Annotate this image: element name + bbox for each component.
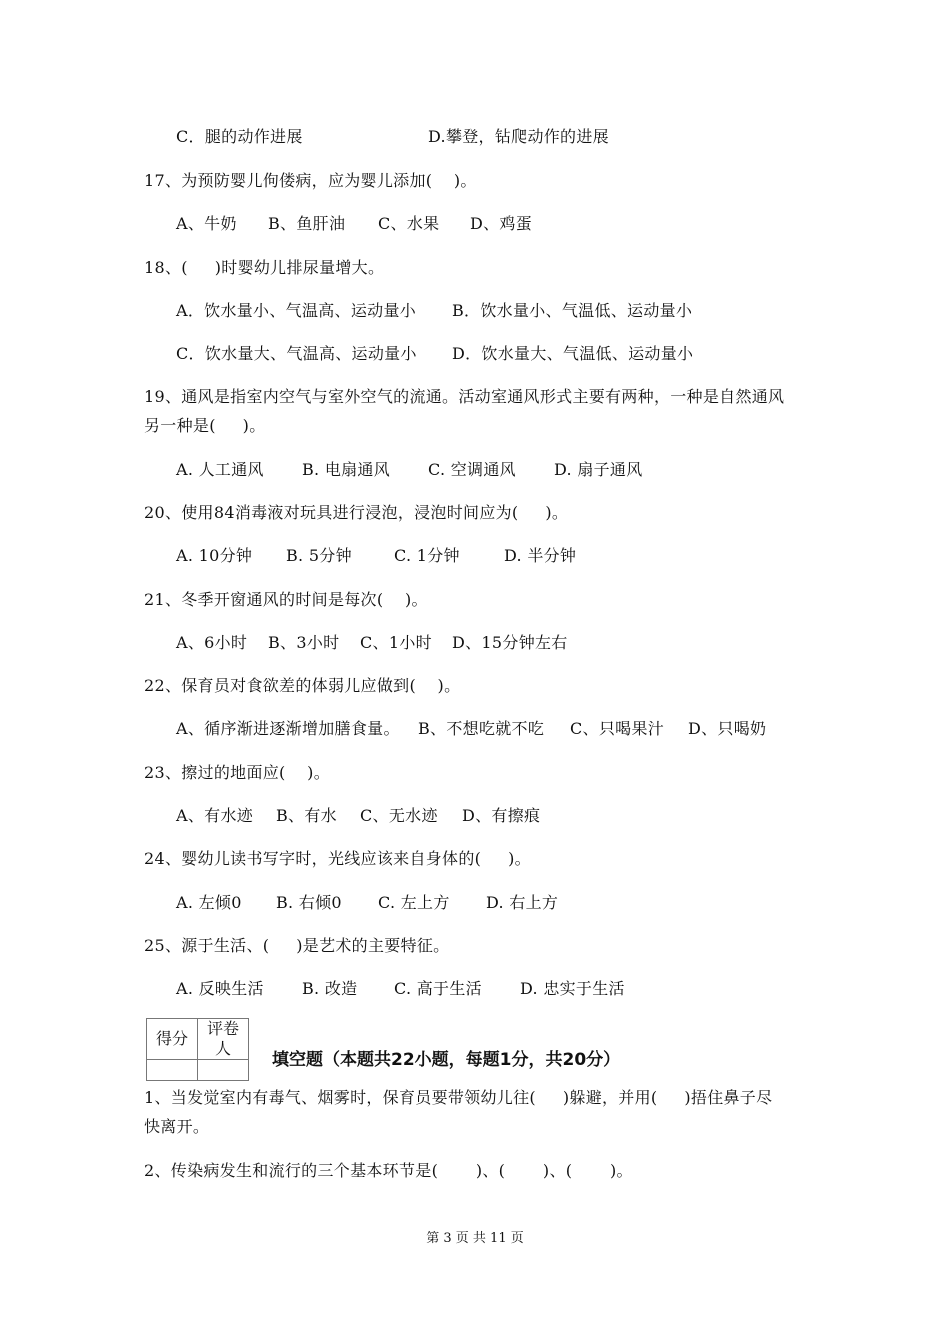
option-d: D.攀登，钻爬动作的进展 — [428, 127, 609, 146]
q21-option-a: A、6小时 — [176, 633, 248, 652]
q23-option-d: D、有擦痕 — [462, 806, 541, 825]
q22-option-a: A、循序渐进逐渐增加膳食量。 — [176, 719, 400, 738]
q18-option-a: A．饮水量小、气温高、运动量小 — [176, 301, 417, 320]
q20-option-a: A. 10分钟 — [176, 546, 253, 565]
fill-question-2: 2、传染病发生和流行的三个基本环节是( )、( )、( )。 — [144, 1161, 633, 1180]
question-23: 23、擦过的地面应( )。 — [144, 763, 330, 782]
section-title: 填空题（本题共22小题，每题1分，共20分） — [272, 1050, 621, 1070]
q17-option-d: D、鸡蛋 — [470, 214, 533, 233]
q17-option-a: A、牛奶 — [176, 214, 237, 233]
q24-option-a: A. 左倾0 — [176, 893, 242, 912]
q18-option-b: B．饮水量小、气温低、运动量小 — [452, 301, 693, 320]
score-header: 得分 — [147, 1019, 198, 1060]
option-c: C．腿的动作进展 — [176, 127, 303, 146]
q24-option-d: D. 右上方 — [486, 893, 559, 912]
q24-option-c: C. 左上方 — [378, 893, 450, 912]
q25-option-d: D. 忠实于生活 — [520, 979, 625, 998]
question-19-line2: 另一种是( )。 — [144, 416, 266, 435]
q17-option-c: C、水果 — [378, 214, 440, 233]
q22-option-c: C、只喝果汁 — [570, 719, 665, 738]
question-22: 22、保育员对食欲差的体弱儿应做到( )。 — [144, 676, 461, 695]
fill-question-1-line1: 1、当发觉室内有毒气、烟雾时，保育员要带领幼儿往( )躲避，并用( )捂住鼻子尽 — [144, 1088, 773, 1107]
question-19-line1: 19、通风是指室内空气与室外空气的流通。活动室通风形式主要有两种，一种是自然通风 — [144, 387, 785, 406]
q25-option-b: B. 改造 — [302, 979, 358, 998]
question-24: 24、婴幼儿读书写字时，光线应该来自身体的( )。 — [144, 849, 531, 868]
q17-option-b: B、鱼肝油 — [268, 214, 346, 233]
q18-option-d: D．饮水量大、气温低、运动量小 — [452, 344, 694, 363]
q25-option-c: C. 高于生活 — [394, 979, 482, 998]
q19-option-a: A. 人工通风 — [176, 460, 264, 479]
q21-option-d: D、15分钟左右 — [452, 633, 568, 652]
q24-option-b: B. 右倾0 — [276, 893, 342, 912]
q18-option-c: C．饮水量大、气温高、运动量小 — [176, 344, 417, 363]
q19-option-d: D. 扇子通风 — [554, 460, 643, 479]
q20-option-b: B. 5分钟 — [286, 546, 352, 565]
q20-option-d: D. 半分钟 — [504, 546, 577, 565]
question-20: 20、使用84消毒液对玩具进行浸泡，浸泡时间应为( )。 — [144, 503, 569, 522]
grader-cell — [198, 1060, 249, 1081]
score-box — [146, 1018, 249, 1081]
grader-header: 评卷人 — [198, 1019, 249, 1060]
page-footer: 第 3 页 共 11 页 — [426, 1231, 524, 1246]
q22-option-d: D、只喝奶 — [688, 719, 767, 738]
q23-option-c: C、无水迹 — [360, 806, 438, 825]
question-25: 25、源于生活、( )是艺术的主要特征。 — [144, 936, 450, 955]
q23-option-b: B、有水 — [276, 806, 337, 825]
q21-option-b: B、3小时 — [268, 633, 340, 652]
q21-option-c: C、1小时 — [360, 633, 432, 652]
q19-option-b: B. 电扇通风 — [302, 460, 391, 479]
fill-question-1-line2: 快离开。 — [144, 1117, 210, 1136]
question-17: 17、为预防婴儿佝偻病，应为婴儿添加( )。 — [144, 171, 477, 190]
q25-option-a: A. 反映生活 — [176, 979, 264, 998]
q23-option-a: A、有水迹 — [176, 806, 254, 825]
score-cell — [147, 1060, 198, 1081]
q19-option-c: C. 空调通风 — [428, 460, 516, 479]
q22-option-b: B、不想吃就不吃 — [418, 719, 545, 738]
question-18: 18、( )时婴幼儿排尿量增大。 — [144, 258, 385, 277]
q20-option-c: C. 1分钟 — [394, 546, 460, 565]
question-21: 21、冬季开窗通风的时间是每次( )。 — [144, 590, 428, 609]
